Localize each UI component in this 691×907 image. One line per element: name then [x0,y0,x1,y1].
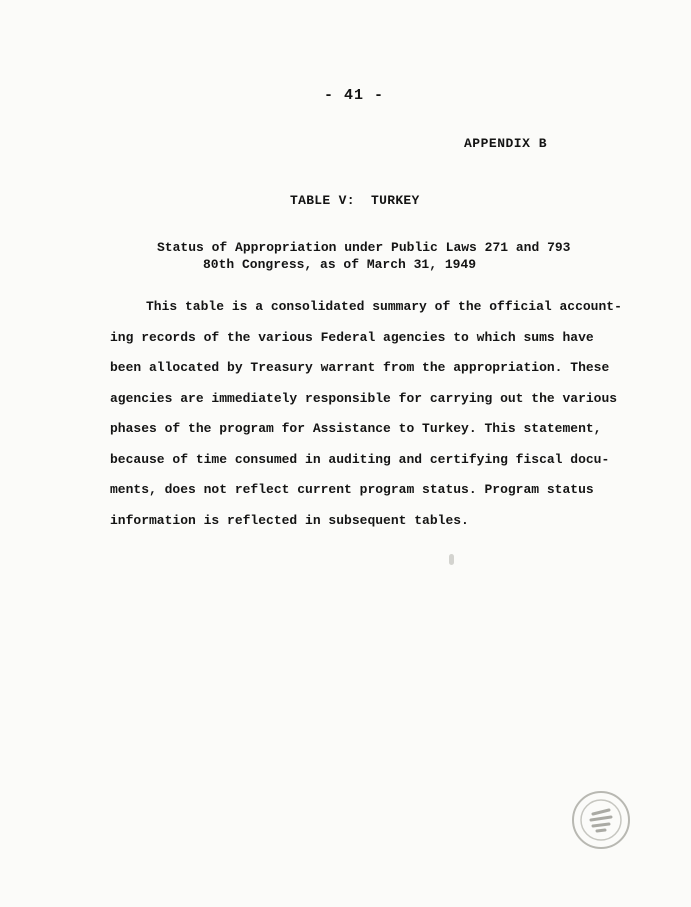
paragraph-line: ing records of the various Federal agencies to which sums have [110,329,594,345]
seal-emblem [591,810,611,831]
body-paragraph [110,292,622,536]
paragraph-line: This table is a consolidated summary of the official account- [146,299,622,314]
subtitle-line: 80th Congress, as of March 31, 1949 [203,257,477,272]
paragraph-line: agencies are immediately responsible for carrying out the various [110,390,618,406]
table-title: TABLE V: TURKEY [290,193,420,208]
ink-smudge [449,554,454,565]
appendix-heading: APPENDIX B [464,136,548,151]
paragraph-line: because of time consumed in auditing and certifying fiscal docu- [110,451,610,467]
paragraph-line: information is reflected in subsequent tables. [110,512,469,528]
paragraph-line: been allocated by Treasury warrant from the appropriation. These [110,360,610,375]
archive-seal-icon [571,790,631,850]
paragraph-line: phases of the program for Assistance to Turkey. This statement, [110,421,602,436]
paragraph-line: ments, does not reflect current program status. Program status [110,482,594,497]
subtitle-line: Status of Appropriation under Public Laws 271 and 793 [157,240,571,255]
page-number: - 41 - [323,87,384,104]
